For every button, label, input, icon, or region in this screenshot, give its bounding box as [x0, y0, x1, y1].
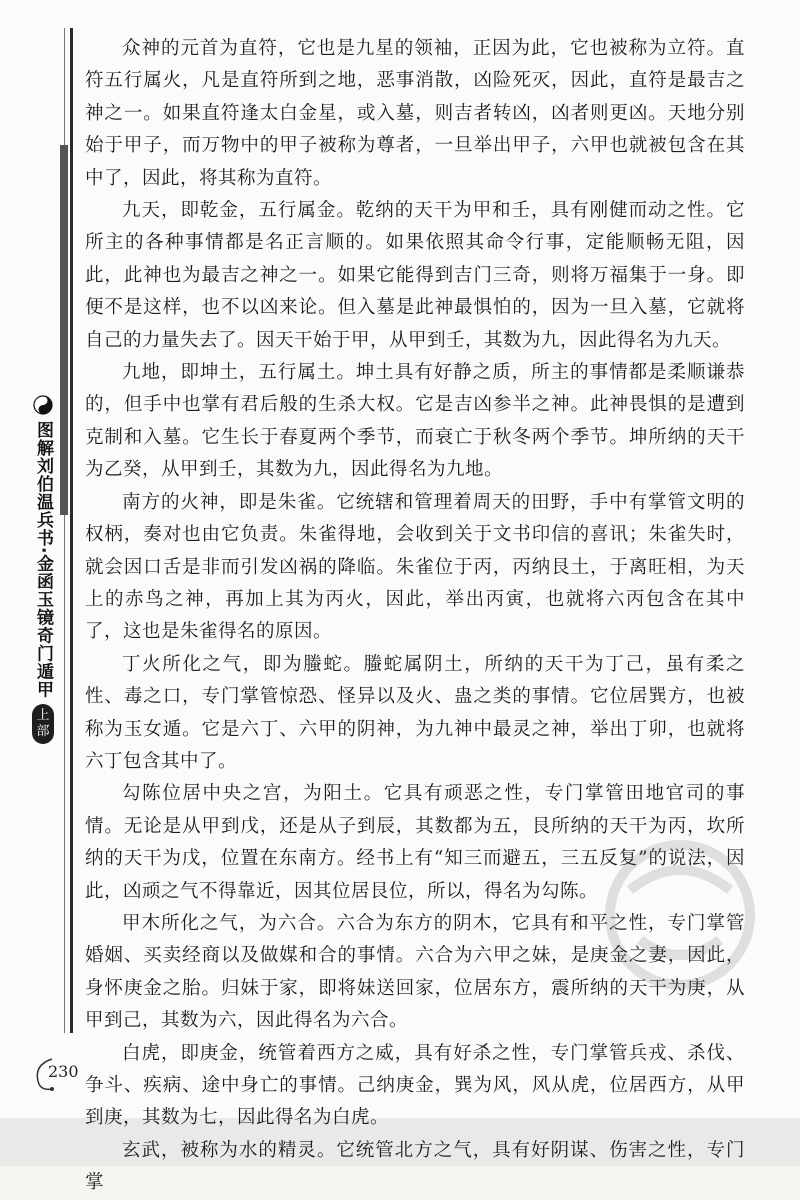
yin-yang-icon: [33, 395, 53, 415]
volume-badge-char-2: 部: [36, 724, 50, 740]
page-number: 230: [48, 1062, 79, 1081]
spine-rule: [70, 28, 73, 1033]
paragraph-jiudi: 九地，即坤土，五行属土。坤土具有好静之质，所主的事情都是柔顺谦恭的，但手中也掌有君后般的生杀大权。它是吉凶参半之神。此神畏惧的是遭到克制和入墓。它生长于春夏两个季节，而衰亡于秋冬两个季节。坤所纳的天干为乙癸，从甲到壬，其数为九，因此得名为九地。: [85, 362, 745, 481]
running-title: [30, 395, 56, 744]
chapter-bar: [60, 145, 68, 515]
volume-badge-char-1: 上: [36, 708, 50, 724]
paragraph-zhuque: 南方的火神，即是朱雀。它统辖和管理着周天的田野，手中有掌管文明的权柄，奏对也由它负责。朱雀得地，会收到关于文书印信的喜讯；朱雀失时，就会因口舌是非而引发凶祸的降临。朱雀位于丙，丙纳艮土，于离旺相，为天上的赤鸟之神，再加上其为丙火，因此，举出丙寅，也就将六丙包含在其中了，这也是朱雀得名的原因。: [85, 491, 745, 643]
volume-badge: [32, 704, 54, 744]
body-text: [85, 33, 745, 1200]
paragraph-baihu: 白虎，即庚金，统管着西方之威，具有好杀之性，专门掌管兵戎、杀伐、争斗、疾病、途中身亡的事情。己纳庚金，巽为风，风从虎，位居西方，从甲到庚，其数为七，因此得名为白虎。: [85, 1042, 745, 1129]
paragraph-jiutian: 九天，即乾金，五行属金。乾纳的天干为甲和壬，具有刚健而动之性。它所主的各种事情都是名正言顺的。如果依照其命令行事，定能顺畅无阻，因此，此神也为最吉之神之一。如果它能得到吉门三奇，则将万福集于一身。即便不是这样，也不以凶来论。但入墓是此神最惧怕的，因为一旦入墓，它就将自己的力量失去了。因天干始于甲，从甲到壬，其数为九，因此得名为九天。: [85, 200, 745, 351]
paragraph-gouchen: 勾陈位居中央之宫，为阳土。它具有顽恶之性，专门掌管田地官司的事情。无论是从甲到戊，还是从子到辰，其数都为五，艮所纳的天干为丙，坎所纳的天干为戊，位置在东南方。经书上有“知三而避五，三五反复”的说法，因此，凶顽之气不得靠近，因其位居艮位，所以，得名为勾陈。: [85, 783, 745, 902]
paragraph-xuanwu: 玄武，被称为水的精灵。它统管北方之气，具有好阴谋、伤害之性，专门掌: [85, 1139, 745, 1194]
paragraph-zhifu: 众神的元首为直符，它也是九星的领袖，正因为此，它也被称为立符。直符五行属火，凡是直符所到之地，恶事消散，凶险死灭，因此，直符是最吉之神之一。如果直符逢太白金星，或入墓，则吉者转凶，凶者则更凶。天地分别始于甲子，而万物中的甲子被称为尊者，一旦举出甲子，六甲也就被包含在其中了，因此，将其称为直符。: [85, 38, 745, 189]
paragraph-liuhe: 甲木所化之气，为六合。六合为东方的阴木，它具有和平之性，专门掌管婚姻、买卖经商以及做媒和合的事情。六合为六甲之妹，是庚金之妻，因此，身怀庚金之胎。归妹于家，即将妹送回家，位居东方，震所纳的天干为庚，从甲到己，其数为六，因此得名为六合。: [85, 912, 745, 1032]
book-title: 图解刘伯温兵书·金函玉镜奇门遁甲: [33, 421, 53, 699]
watermark-seal-icon: [560, 820, 800, 1020]
paragraph-tengshe: 丁火所化之气，即为螣蛇。螣蛇属阴土，所纳的天干为丁己，虽有柔之性、毒之口，专门掌管惊恐、怪异以及火、蛊之类的事情。它位居巽方，也被称为玉女遁。它是六丁、六甲的阴神，为九神中最灵之神，举出丁卯，也就将六丁包含其中了。: [85, 653, 745, 772]
